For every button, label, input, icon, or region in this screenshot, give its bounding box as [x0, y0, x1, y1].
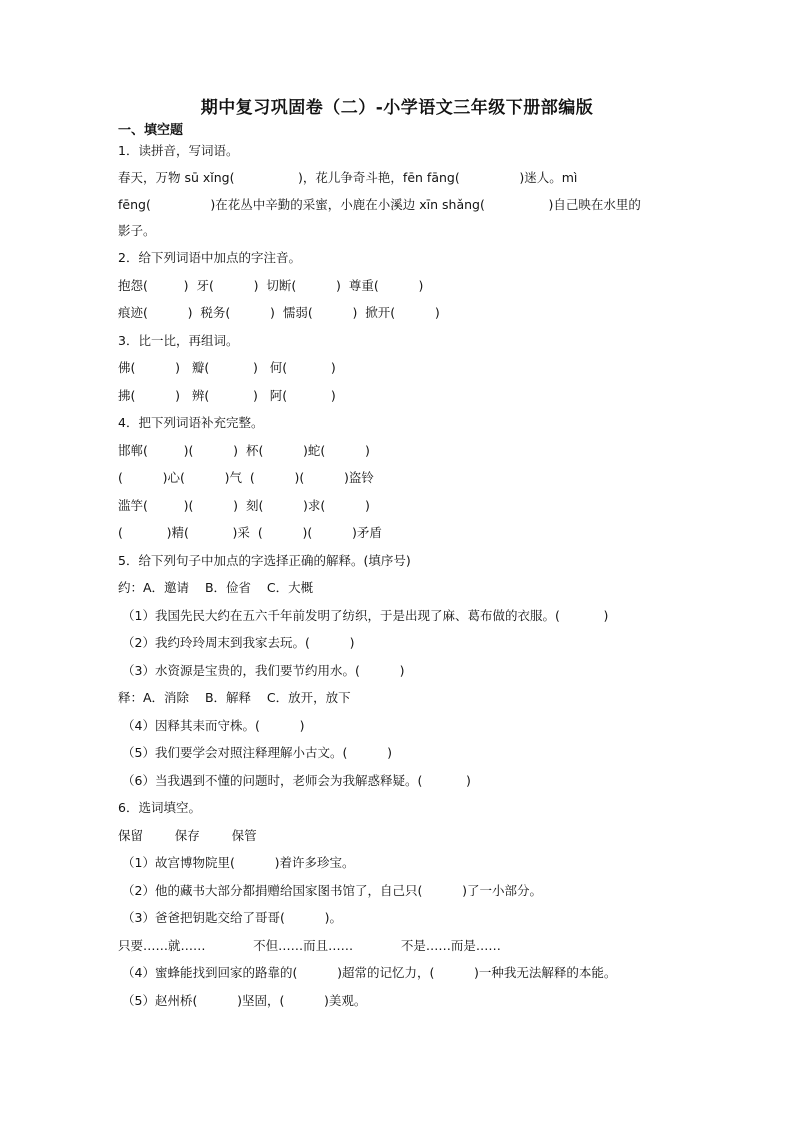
question-5-item-2: （2）我约玲玲周末到我家去玩。( )	[122, 635, 355, 650]
page-title: 期中复习巩固卷（二）-小学语文三年级下册部编版	[200, 98, 594, 118]
question-5-item-3: （3）水资源是宝贵的，我们要节约用水。( )	[122, 663, 405, 678]
question-4-row-3: 滥竽( )( ) 刻( )求( )	[118, 498, 370, 513]
question-5-item-6: （6）当我遇到不懂的问题时，老师会为我解惑释疑。( )	[122, 773, 471, 788]
question-6-item-5: （5）赵州桥( )坚固，( )美观。	[122, 993, 367, 1008]
question-5-options-yue: 约：A．邀请 B．俭省 C．大概	[118, 580, 314, 595]
question-5-options-shi: 释：A．消除 B．解释 C．放开，放下	[118, 690, 351, 705]
question-1-line-1: 春天，万物 sū xǐng( )，花儿争奇斗艳，fēn fāng( )迷人。mì	[118, 170, 578, 185]
question-3-row-1: 佛( ) 瓣( ) 何( )	[118, 360, 336, 375]
question-6-item-4: （4）蜜蜂能找到回家的路靠的( )超常的记忆力，( )一种我无法解释的本能。	[122, 965, 617, 980]
section-heading: 一、填空题	[118, 123, 184, 138]
question-2-row-1: 抱怨( ) 牙( ) 切断( ) 尊重( )	[118, 278, 424, 293]
question-2-prompt: 2．给下列词语中加点的字注音。	[118, 250, 301, 265]
question-4-row-2: ( )心( )气 ( )( )盗铃	[118, 470, 374, 485]
question-1-line-3: 影子。	[118, 223, 156, 238]
question-6-item-2: （2）他的藏书大部分都捐赠给国家图书馆了，自己只( )了一小部分。	[122, 883, 542, 898]
question-5-prompt: 5．给下列句子中加点的字选择正确的解释。(填序号)	[118, 553, 411, 568]
question-4-row-1: 邯郸( )( ) 杯( )蛇( )	[118, 443, 370, 458]
question-1-line-2: fēng( )在花丛中辛勤的采蜜，小鹿在小溪边 xīn shǎng( )自己映在水里的	[118, 197, 641, 212]
question-4-row-4: ( )精( )采 ( )( )矛盾	[118, 525, 382, 540]
question-5-item-5: （5）我们要学会对照注释理解小古文。( )	[122, 745, 392, 760]
question-6-item-3: （3）爸爸把钥匙交给了哥哥( )。	[122, 910, 342, 925]
question-6-word-bank-2: 只要……就…… 不但……而且…… 不是……而是……	[118, 938, 501, 953]
question-6-prompt: 6．选词填空。	[118, 800, 201, 815]
question-1-prompt: 1．读拼音，写词语。	[118, 143, 239, 158]
question-3-row-2: 拂( ) 辨( ) 阿( )	[118, 388, 336, 403]
question-3-prompt: 3．比一比，再组词。	[118, 333, 239, 348]
question-6-item-1: （1）故宫博物院里( )着许多珍宝。	[122, 855, 355, 870]
question-2-row-2: 痕迹( ) 税务( ) 懦弱( ) 掀开( )	[118, 305, 440, 320]
question-5-item-4: （4）因释其耒而守株。( )	[122, 718, 305, 733]
question-5-item-1: （1）我国先民大约在五六千年前发明了纺织，于是出现了麻、葛布做的衣服。( )	[122, 608, 609, 623]
question-6-word-bank-1: 保留 保存 保管	[118, 828, 257, 843]
question-4-prompt: 4．把下列词语补充完整。	[118, 415, 264, 430]
